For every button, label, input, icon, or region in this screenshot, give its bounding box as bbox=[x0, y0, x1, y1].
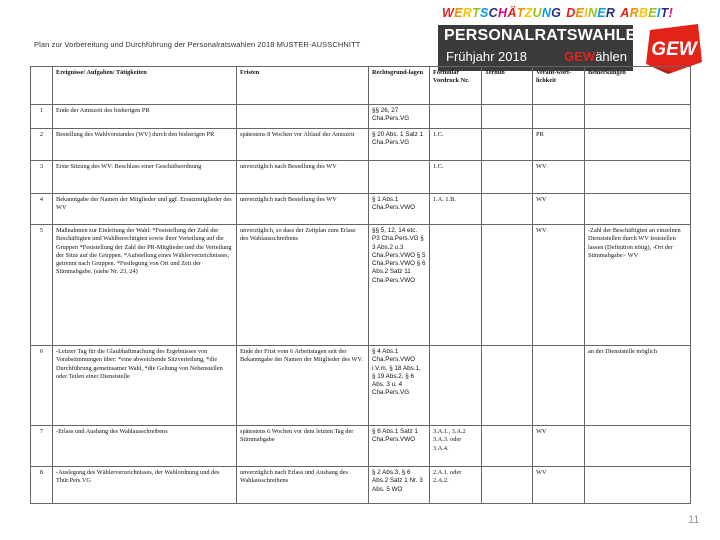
slogan-letter: G bbox=[551, 6, 562, 20]
cell-task: Bekanntgabe der Namen der Mitglieder und ggf. Ersatzmitglieder des WV bbox=[53, 194, 237, 225]
col-header-legal: Rechtsgrund-lagen bbox=[369, 67, 430, 105]
cell-form: 1.C. bbox=[430, 161, 482, 194]
slogan-letter: ! bbox=[668, 6, 674, 20]
table-row bbox=[31, 161, 691, 194]
slogan-letter: A bbox=[620, 6, 630, 20]
cell-task: Bestellung des Wahlvorstandes (WV) durch den bisherigen PR bbox=[53, 129, 237, 161]
table-row bbox=[31, 426, 691, 467]
cell-date bbox=[482, 129, 533, 161]
cell-deadline: unverzüglich, so dass der Zeitplan zum Erlass des Wahlausschreibens bbox=[237, 225, 369, 346]
cell-date bbox=[482, 225, 533, 346]
slogan-letter: T bbox=[516, 6, 525, 20]
table-header-row bbox=[31, 67, 691, 105]
cell-nr: 5 bbox=[31, 225, 53, 346]
slogan bbox=[442, 6, 673, 20]
cell-form: 3.A.1., 3.A.2 3.A.3. oder 3.A.4. bbox=[430, 426, 482, 467]
table-row bbox=[31, 194, 691, 225]
cell-task: -Auslegung des Wählerverzeichnisses, der Wahlordnung und des Thür.Pers.VG bbox=[53, 467, 237, 504]
banner-gew-text: GEWählen bbox=[564, 49, 627, 64]
cell-legal: § 6 Abs.1 Satz 1 Cha.Pers.VWO bbox=[369, 426, 430, 467]
slogan-letter: C bbox=[488, 6, 498, 20]
cell-nr: 3 bbox=[31, 161, 53, 194]
cell-deadline: unverzüglich nach Bestellung des WV bbox=[237, 161, 369, 194]
slogan-letter: I bbox=[584, 6, 588, 20]
col-header-form: Formular Vordruck Nr. bbox=[430, 67, 482, 105]
cell-nr: 4 bbox=[31, 194, 53, 225]
col-header-task: Ereignisse/ Aufgaben/ Tätigkeiten bbox=[53, 67, 237, 105]
page-number: 11 bbox=[688, 514, 700, 526]
col-header-deadline: Fristen bbox=[237, 67, 369, 105]
cell-legal bbox=[369, 161, 430, 194]
slogan-letter: I bbox=[656, 6, 661, 20]
cell-date bbox=[482, 194, 533, 225]
cell-responsible bbox=[533, 105, 585, 129]
cell-notes bbox=[585, 129, 691, 161]
election-plan-table bbox=[30, 66, 691, 504]
slogan-letter: Ä bbox=[507, 6, 517, 20]
cell-nr: 6 bbox=[31, 346, 53, 426]
col-header-notes: Bemerkungen bbox=[585, 67, 691, 105]
slogan-letter: R bbox=[605, 6, 616, 20]
cell-notes bbox=[585, 194, 691, 225]
cell-deadline: Ende der Frist vom 6 Arbeitstagen seit der Bekanntgabe der Namen der Mitglieder des WV. bbox=[237, 346, 369, 426]
cell-responsible: WV bbox=[533, 225, 585, 346]
cell-deadline: spätestens 8 Wochen vor Ablauf der Amtszeit bbox=[237, 129, 369, 161]
table-row bbox=[31, 467, 691, 504]
slogan-letter: Z bbox=[524, 6, 533, 20]
slogan-letter: R bbox=[462, 6, 473, 20]
cell-deadline: unverzüglich nach Bestellung des WV bbox=[237, 194, 369, 225]
cell-legal: §§ 5, 12, 14 etc. P3 Cha.Pers.VG § 3 Abs.2 u.3 Cha.Pers.VWO § 5 Cha.Pers.VWO § 6 Abs.2 Satz 11 Cha.Pers.VWO bbox=[369, 225, 430, 346]
slogan-letter: B bbox=[638, 6, 649, 20]
cell-responsible bbox=[533, 346, 585, 426]
cell-notes bbox=[585, 426, 691, 467]
cell-task: Maßnahmen zur Einleitung der Wahl: *Feststellung der Zahl der Beschäftigten und Wahlberechtigten sowie ihrer Verteilung auf die Gruppen *Feststellung der Zahl der PR-Mitglieder und die Verteilung der Sitze auf die Gruppen. *Aufstellung eines Wählerverzeichnisses, getrennt nach Gruppen. *Festlegung von Ort und Zeit der Stimmabgabe. (siehe Nr. 23, 24) bbox=[53, 225, 237, 346]
col-header-responsible: Verant-wort-lichkeit bbox=[533, 67, 585, 105]
slogan-letter: E bbox=[575, 6, 585, 20]
slogan-letter: E bbox=[454, 6, 463, 20]
cell-notes bbox=[585, 105, 691, 129]
slogan-letter: E bbox=[648, 6, 657, 20]
cell-responsible: PR bbox=[533, 129, 585, 161]
cell-deadline bbox=[237, 105, 369, 129]
cell-date bbox=[482, 426, 533, 467]
slogan-letter: H bbox=[497, 6, 508, 20]
cell-responsible: WV bbox=[533, 467, 585, 504]
svg-text:GEW: GEW bbox=[651, 39, 697, 60]
document-subtitle: Plan zur Vorbereitung und Durchführung der Personalratswahlen 2018 MUSTER-AUSSCHNITT bbox=[34, 40, 361, 49]
col-header-nr bbox=[31, 67, 53, 105]
table-row bbox=[31, 129, 691, 161]
cell-notes bbox=[585, 467, 691, 504]
cell-legal: § 20 Abs. 1 Satz 1 Cha.Pers.VG bbox=[369, 129, 430, 161]
banner-title: PERSONALRATSWAHLEN bbox=[444, 27, 649, 44]
table-row bbox=[31, 346, 691, 426]
col-header-date: Termin bbox=[482, 67, 533, 105]
slogan-letter: S bbox=[480, 6, 489, 20]
slogan-letter: W bbox=[442, 6, 455, 20]
cell-deadline: spätestens 6 Wochen vor dem letzten Tag der Stimmabgabe bbox=[237, 426, 369, 467]
cell-notes: an der Dienststelle möglich bbox=[585, 346, 691, 426]
cell-deadline: unverzüglich nach Erlass und Aushang des Wahlausschreibens bbox=[237, 467, 369, 504]
cell-date bbox=[482, 467, 533, 504]
slogan-letter: N bbox=[587, 6, 598, 20]
slogan-letter: T bbox=[660, 6, 669, 20]
cell-date bbox=[482, 105, 533, 129]
cell-legal: § 2 Abs.3, § 6 Abs.2 Satz 1 Nr. 3 Abs. 5 WO bbox=[369, 467, 430, 504]
cell-form: 2.A.1. oder 2.A.2. bbox=[430, 467, 482, 504]
slogan-letter: T bbox=[472, 6, 481, 20]
cell-responsible: WV bbox=[533, 161, 585, 194]
slogan-letter: U bbox=[532, 6, 542, 20]
cell-form: 1.A. 1.B. bbox=[430, 194, 482, 225]
cell-legal: §§ 26, 27 Cha.Pers.VG bbox=[369, 105, 430, 129]
cell-task: -Erlass und Aushang des Wahlausschreibens bbox=[53, 426, 237, 467]
cell-date bbox=[482, 346, 533, 426]
banner bbox=[438, 25, 649, 71]
cell-nr: 8 bbox=[31, 467, 53, 504]
cell-form bbox=[430, 346, 482, 426]
cell-date bbox=[482, 161, 533, 194]
slogan-letter: D bbox=[566, 6, 576, 20]
cell-task: Ende der Amtszeit des bisherigen PR bbox=[53, 105, 237, 129]
cell-form bbox=[430, 105, 482, 129]
banner-subtitle: Frühjahr 2018 bbox=[446, 49, 527, 64]
cell-task: -Letzter Tag für die Glaubhaftmachung des Ergebnisses von Vorabstimmungen über: *eine abweichende Sitzverteilung, *die Durchführung gemeinsamer Wahl, *die Geltung von Nebenstellen oder Teilen einer Dienststelle bbox=[53, 346, 237, 426]
cell-form bbox=[430, 225, 482, 346]
cell-responsible: WV bbox=[533, 194, 585, 225]
table-row bbox=[31, 225, 691, 346]
slogan-letter: R bbox=[629, 6, 639, 20]
cell-form: 1.C. bbox=[430, 129, 482, 161]
cell-legal: § 4 Abs.1 Cha.Pers.VWO i.V.m. § 18 Abs.1, § 19 Abs.2, § 6 Abs. 3 u. 4 Cha.Pers.VG bbox=[369, 346, 430, 426]
cell-task: Erste Sitzung des WV: Beschluss einer Geschäftsordnung bbox=[53, 161, 237, 194]
table-row bbox=[31, 105, 691, 129]
cell-nr: 1 bbox=[31, 105, 53, 129]
cell-notes bbox=[585, 161, 691, 194]
cell-nr: 7 bbox=[31, 426, 53, 467]
cell-notes: -Zahl der Beschäftigten an einzelnen Dienststellen durch WV feststellen lassen (Definition nötig), -Ort der Stimmabgabe> WV bbox=[585, 225, 691, 346]
cell-nr: 2 bbox=[31, 129, 53, 161]
slogan-letter: N bbox=[541, 6, 552, 20]
slogan-letter: E bbox=[597, 6, 606, 20]
cell-legal: § 1 Abs.1 Cha.Pers.VWO bbox=[369, 194, 430, 225]
cell-responsible: WV bbox=[533, 426, 585, 467]
